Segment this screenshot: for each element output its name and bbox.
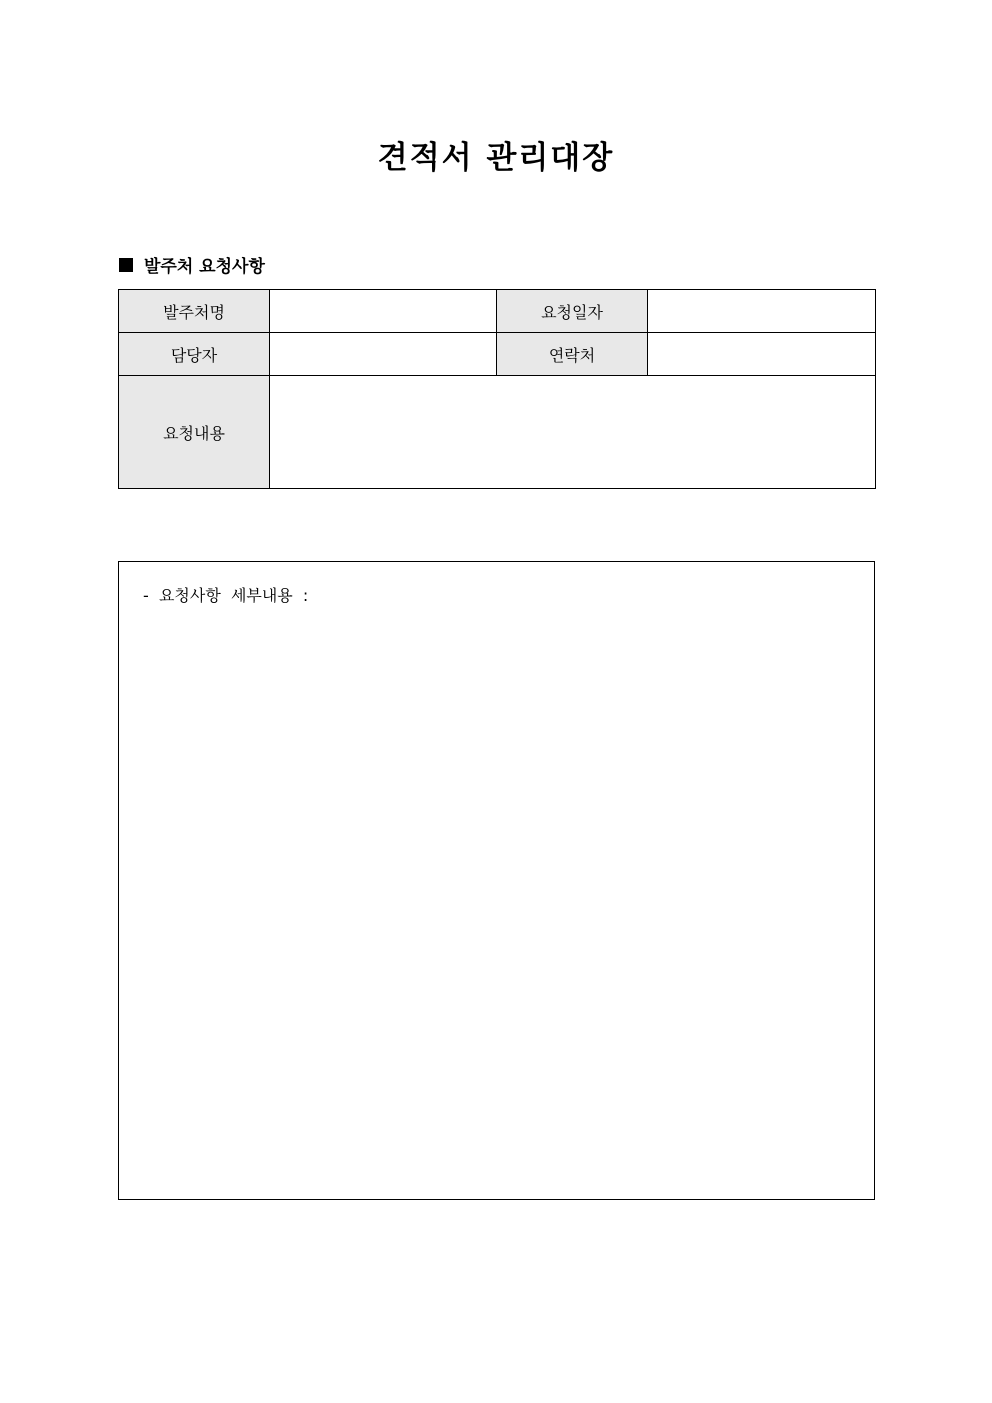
page-title: 견적서 관리대장 <box>377 140 615 176</box>
table-row <box>119 376 876 489</box>
request-detail-box[interactable] <box>118 561 875 1200</box>
client-name-field[interactable] <box>270 290 497 333</box>
contact-field[interactable] <box>648 333 876 376</box>
request-detail-label: - 요청사항 세부내용 : <box>143 586 309 605</box>
manager-label: 담당자 <box>119 333 270 376</box>
request-date-label: 요청일자 <box>497 290 648 333</box>
request-date-field[interactable] <box>648 290 876 333</box>
request-content-field[interactable] <box>270 376 876 489</box>
table-row <box>119 290 876 333</box>
section-heading <box>119 252 265 277</box>
section-heading-text: 발주처 요청사항 <box>144 257 265 277</box>
black-square-icon <box>119 258 133 272</box>
manager-field[interactable] <box>270 333 497 376</box>
table-row <box>119 333 876 376</box>
client-request-table <box>118 289 876 489</box>
client-name-label: 발주처명 <box>119 290 270 333</box>
contact-label: 연락처 <box>497 333 648 376</box>
request-content-label: 요청내용 <box>119 376 270 489</box>
